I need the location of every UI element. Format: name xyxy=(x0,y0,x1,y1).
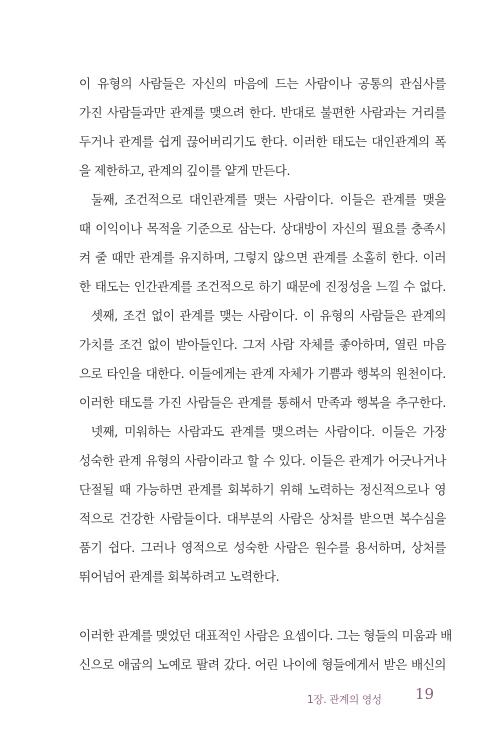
text-line: 이 유형의 사람들은 자신의 마음에 드는 사람이나 공통의 관심사를 xyxy=(79,76,446,91)
text-line: 가진 사람들과만 관계를 맺으려 한다. 반대로 불편한 사람과는 거리를 xyxy=(79,105,446,120)
text-line: 가치를 조건 없이 받아들인다. 그저 사람 자체를 좋아하며, 열린 마음 xyxy=(79,337,446,352)
text-line: 두거나 관계를 쉽게 끊어버리기도 한다. 이러한 태도는 대인관계의 폭 xyxy=(79,134,446,149)
text-line: 둘째, 조건적으로 대인관계를 맺는 사람이다. 이들은 관계를 맺을 xyxy=(91,192,446,207)
text-line: 때 이익이나 목적을 기준으로 삼는다. 상대방이 자신의 필요를 충족시 xyxy=(79,221,446,236)
running-footer-chapter-title: 1장. 관계의 영성 xyxy=(307,694,382,706)
text-line: 셋째, 조건 없이 관계를 맺는 사람이다. 이 유형의 사람들은 관계의 xyxy=(91,308,446,323)
text-line: 신으로 애굽의 노예로 팔려 갔다. 어린 나이에 형들에게서 받은 배신의 xyxy=(79,657,446,672)
text-line: 을 제한하고, 관계의 깊이를 얕게 만든다. xyxy=(79,163,291,178)
page-number: 19 xyxy=(415,685,435,703)
text-line: 넷째, 미워하는 사람과도 관계를 맺으려는 사람이다. 이들은 가장 xyxy=(91,424,446,439)
text-line: 이러한 관계를 맺었던 대표적인 사람은 요셉이다. 그는 형들의 미움과 배 xyxy=(79,628,452,643)
section-gap xyxy=(79,591,446,621)
text-line: 단절될 때 가능하면 관계를 회복하기 위해 노력하는 정신적으로나 영 xyxy=(79,482,446,497)
text-line: 한 태도는 인간관계를 조건적으로 하기 때문에 진정성을 느낄 수 없다. xyxy=(79,279,446,294)
text-line: 이러한 태도를 가진 사람들은 관계를 통해서 만족과 행복을 추구한다. xyxy=(79,395,446,410)
text-line: 으로 타인을 대한다. 이들에게는 관계 자체가 기쁨과 행복의 원천이다. xyxy=(79,366,446,381)
text-line: 켜 줄 때만 관계를 유지하며, 그렇지 않으면 관계를 소홀히 한다. 이러 xyxy=(79,250,446,265)
body-text xyxy=(79,69,452,679)
text-line: 성숙한 관계 유형의 사람이라고 할 수 있다. 이들은 관계가 어긋나거나 xyxy=(79,453,446,468)
text-line: 뛰어넘어 관계를 회복하려고 노력한다. xyxy=(79,569,280,584)
text-line: 품기 쉽다. 그러나 영적으로 성숙한 사람은 원수를 용서하며, 상처를 xyxy=(79,540,446,555)
text-line: 적으로 건강한 사람들이다. 대부분의 사람은 상처를 받으면 복수심을 xyxy=(79,511,446,526)
